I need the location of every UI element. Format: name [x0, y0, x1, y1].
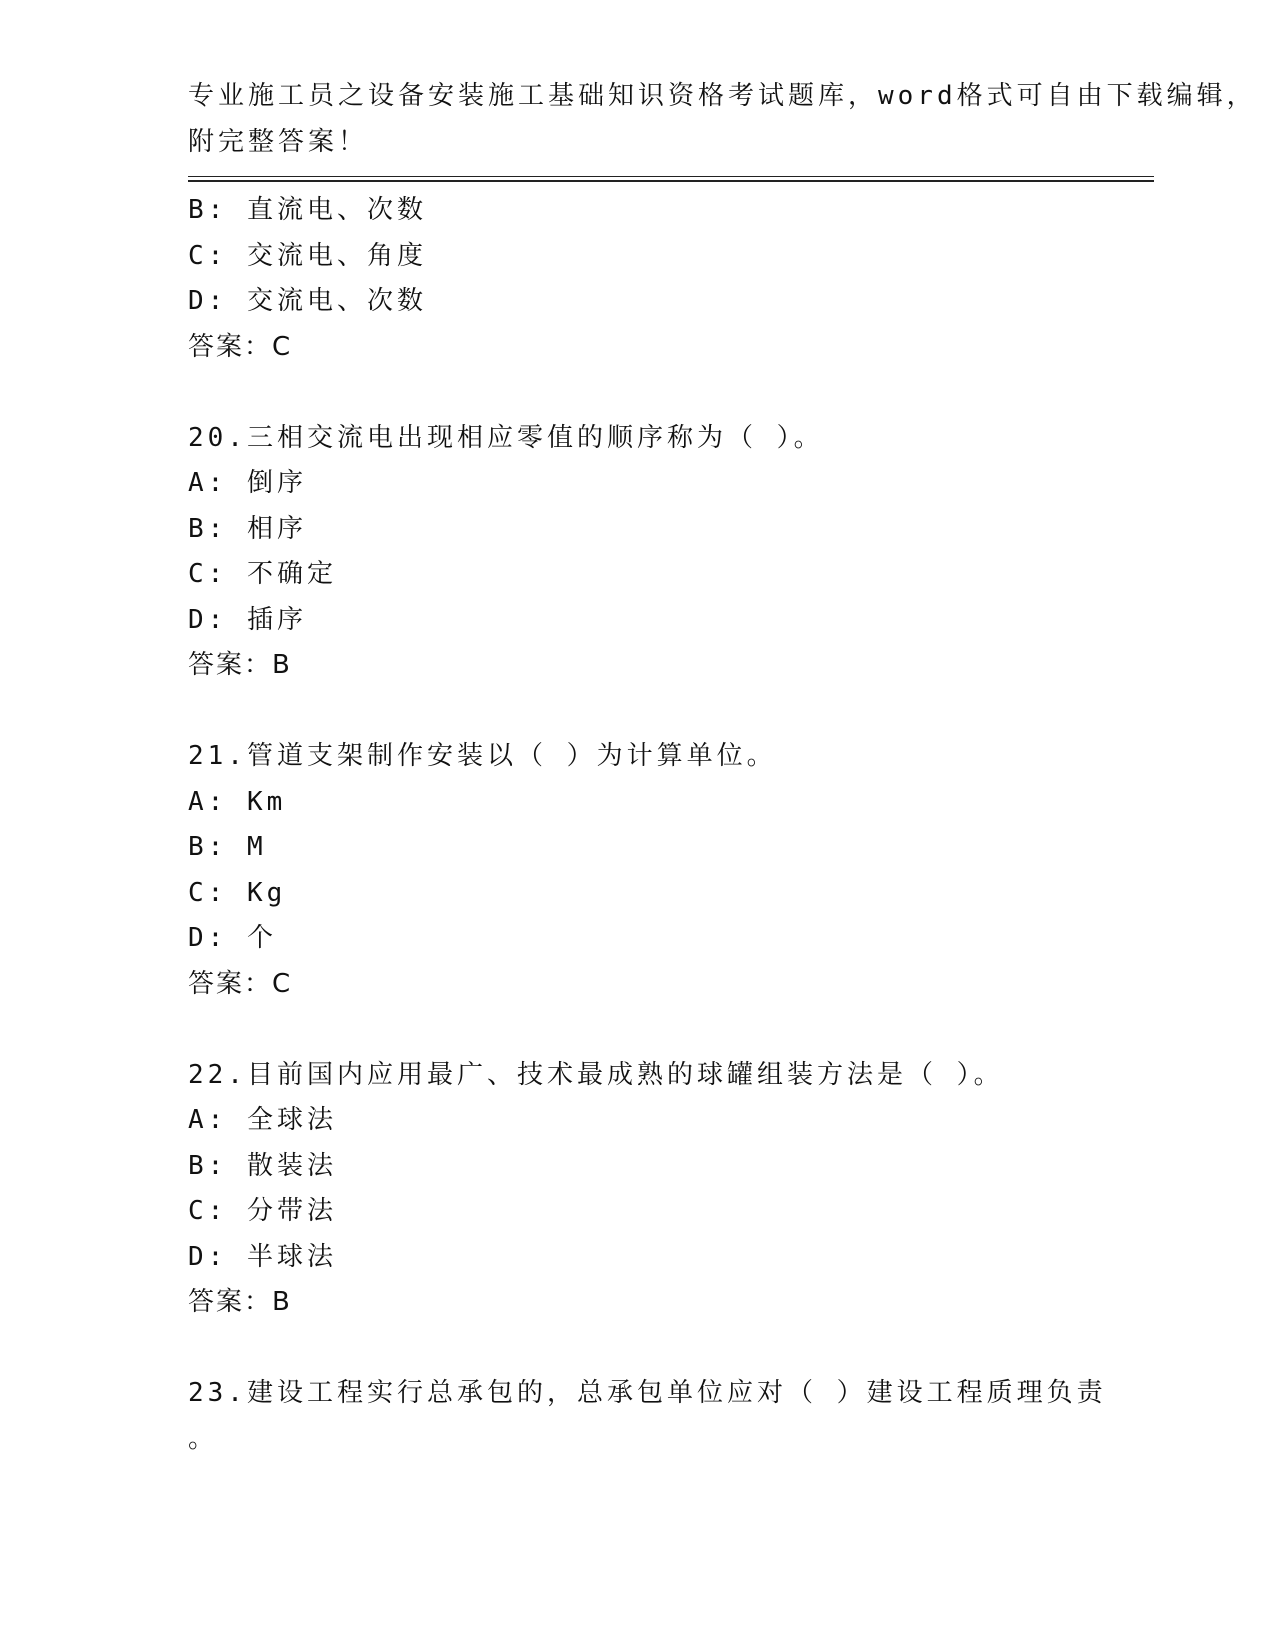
document-header [188, 74, 1257, 165]
question-20 [188, 416, 1154, 689]
option-b: B: 散装法 [188, 1150, 337, 1181]
option-b: B: 直流电、次数 [188, 195, 427, 225]
option-d: D: 个 [188, 923, 277, 953]
answer [188, 325, 1154, 371]
option-b: B: M [188, 832, 267, 862]
answer [188, 962, 1154, 1008]
option-d: D: 插序 [188, 604, 307, 635]
answer-label: 答案： [188, 331, 273, 362]
answer-value: C [272, 968, 292, 999]
option-d: D: 交流电、次数 [188, 286, 427, 316]
answer [188, 643, 1154, 689]
option-c: C: 分带法 [188, 1196, 337, 1226]
question-22 [188, 1053, 1154, 1326]
option-d: D: 半球法 [188, 1241, 337, 1272]
question-list [188, 188, 1154, 1462]
option-c: C: 不确定 [188, 559, 337, 589]
question-stem: 23.建设工程实行总承包的，总承包单位应对（ ）建设工程质理负责 [188, 1378, 1107, 1408]
question-stem: 21.管道支架制作安装以（ ）为计算单位。 [188, 741, 777, 771]
question-stem: 20.三相交流电出现相应零值的顺序称为（ ）。 [188, 422, 824, 453]
option-a: A: Km [188, 786, 287, 817]
question-21 [188, 734, 1154, 1007]
answer-label: 答案： [188, 650, 273, 680]
answer-value: B [272, 1287, 291, 1317]
option-c: C: Kg [188, 877, 287, 908]
answer-value: B [272, 650, 291, 680]
option-b: B: 相序 [188, 513, 307, 544]
question-19-tail [188, 188, 1154, 370]
question-23 [188, 1371, 1154, 1462]
option-c: C: 交流电、角度 [188, 240, 427, 271]
question-stem-continuation: 。 [188, 1423, 219, 1454]
option-a: A: 倒序 [188, 468, 307, 498]
answer-label: 答案： [188, 968, 273, 999]
answer-label: 答案： [188, 1287, 273, 1317]
header-line-1: 专业施工员之设备安装施工基础知识资格考试题库，word格式可自由下载编辑， [188, 81, 1257, 111]
header-line-2: 附完整答案！ [188, 126, 369, 157]
header-divider-thin [188, 176, 1154, 177]
answer-value: C [272, 331, 292, 362]
question-stem: 22.目前国内应用最广、技术最成熟的球罐组装方法是（ ）。 [188, 1059, 1004, 1090]
answer [188, 1280, 1154, 1326]
option-a: A: 全球法 [188, 1105, 337, 1135]
header-divider-thick [188, 180, 1154, 182]
